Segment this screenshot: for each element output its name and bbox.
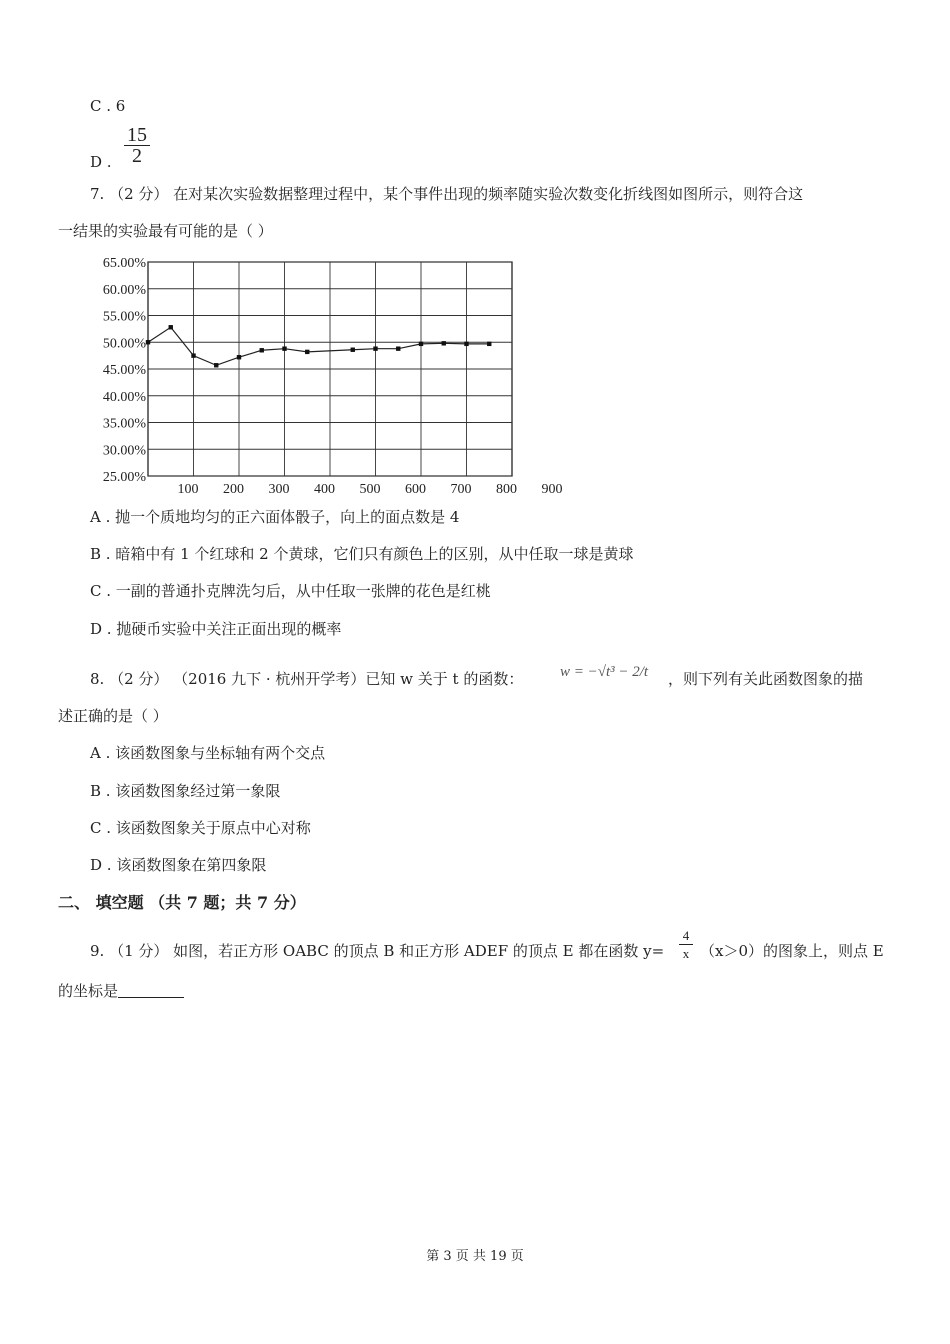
fraction-bar bbox=[679, 944, 693, 945]
q7-stem-line1: 7. （2 分） 在对某次实验数据整理过程中，某个事件出现的频率随实验次数变化折线图如图所示，则符合这 bbox=[90, 185, 804, 203]
y-tick-label: 50.00% bbox=[102, 336, 146, 352]
q9-stem-line2-text: 的坐标是 bbox=[58, 982, 119, 1000]
data-point bbox=[487, 342, 491, 346]
q7-option-b: B . 暗箱中有 1 个红球和 2 个黄球，它们只有颜色上的区别，从中任取一球是黄球 bbox=[90, 545, 634, 563]
x-tick-label: 400 bbox=[314, 482, 335, 497]
data-point bbox=[351, 348, 355, 352]
x-tick-label: 200 bbox=[223, 482, 244, 497]
fraction-numerator: 15 bbox=[127, 124, 147, 146]
q8-stem-line2: 述正确的是（ ） bbox=[58, 707, 168, 725]
x-tick-label: 300 bbox=[268, 482, 290, 497]
q8-stem-line1-end: ，则下列有关此函数图象的描 bbox=[668, 670, 864, 688]
data-point bbox=[373, 346, 377, 350]
q8-option-d: D . 该函数图象在第四象限 bbox=[90, 856, 267, 874]
q6-option-c: C . 6 bbox=[90, 97, 126, 115]
q8-option-b: B . 该函数图象经过第一象限 bbox=[90, 782, 281, 800]
section-heading: 二、 填空题 （共 7 题；共 7 分） bbox=[58, 893, 306, 912]
data-point bbox=[214, 363, 218, 367]
frequency-line-chart bbox=[90, 252, 563, 502]
x-tick-label: 700 bbox=[450, 482, 472, 497]
q7-option-a: A . 抛一个质地均匀的正六面体骰子，向上的面点数是 4 bbox=[90, 508, 460, 526]
y-tick-label: 25.00% bbox=[102, 470, 146, 485]
data-point bbox=[146, 340, 150, 344]
data-point bbox=[419, 342, 423, 346]
fraction-numerator: 4 bbox=[682, 928, 690, 943]
y-tick-label: 30.00% bbox=[102, 443, 146, 459]
q8-option-a: A . 该函数图象与坐标轴有两个交点 bbox=[90, 744, 326, 762]
q6-option-d-label: D . bbox=[90, 153, 112, 171]
x-tick-label: 500 bbox=[359, 482, 381, 497]
x-tick-label: 600 bbox=[405, 482, 426, 497]
q8-stem-line1-start: 8. （2 分） （2016 九下 · 杭州开学考）已知 w 关于 t 的函数： bbox=[90, 670, 524, 688]
fraction-denominator: x bbox=[682, 946, 690, 961]
y-tick-label: 60.00% bbox=[102, 282, 146, 298]
page-number: 第 3 页 共 19 页 bbox=[426, 1249, 524, 1264]
y-tick-label: 55.00% bbox=[102, 309, 146, 325]
q8-option-c: C . 该函数图象关于原点中心对称 bbox=[90, 819, 311, 837]
fraction-denominator: 2 bbox=[132, 145, 142, 167]
series-line bbox=[148, 327, 489, 365]
data-point bbox=[237, 355, 241, 359]
data-point bbox=[169, 325, 173, 329]
data-point bbox=[442, 341, 446, 345]
data-point bbox=[396, 346, 400, 350]
y-tick-label: 35.00% bbox=[102, 416, 146, 432]
q9-stem-line1-start: 9. （1 分） 如图，若正方形 OABC 的顶点 B 和正方形 ADEF 的顶点 E 都在函数 y= bbox=[90, 942, 665, 960]
y-tick-label: 65.00% bbox=[102, 256, 146, 271]
x-tick-label: 100 bbox=[177, 482, 199, 497]
q9-stem-line2 bbox=[58, 981, 184, 1001]
q9-stem-line1-end: （x＞0）的图象上，则点 E bbox=[700, 942, 884, 960]
page-footer bbox=[0, 1247, 950, 1267]
q6-option-d-fraction bbox=[124, 126, 150, 165]
x-tick-label: 800 bbox=[496, 482, 517, 497]
q7-stem-line2: 一结果的实验最有可能的是（ ） bbox=[58, 222, 273, 240]
data-point bbox=[305, 350, 309, 354]
q7-option-c: C . 一副的普通扑克牌洗匀后，从中任取一张牌的花色是红桃 bbox=[90, 582, 491, 600]
x-tick-label: 900 bbox=[541, 482, 563, 497]
data-point bbox=[260, 348, 264, 352]
y-tick-label: 40.00% bbox=[102, 389, 146, 405]
q9-fraction bbox=[679, 928, 693, 961]
answer-blank bbox=[118, 981, 184, 998]
data-point bbox=[191, 353, 195, 357]
q7-option-d: D . 抛硬币实验中关注正面出现的概率 bbox=[90, 620, 342, 638]
y-tick-label: 45.00% bbox=[102, 363, 146, 378]
data-point bbox=[464, 342, 468, 346]
q8-function-formula: w = −√t³ − 2/t bbox=[560, 664, 649, 680]
data-point bbox=[282, 346, 286, 350]
